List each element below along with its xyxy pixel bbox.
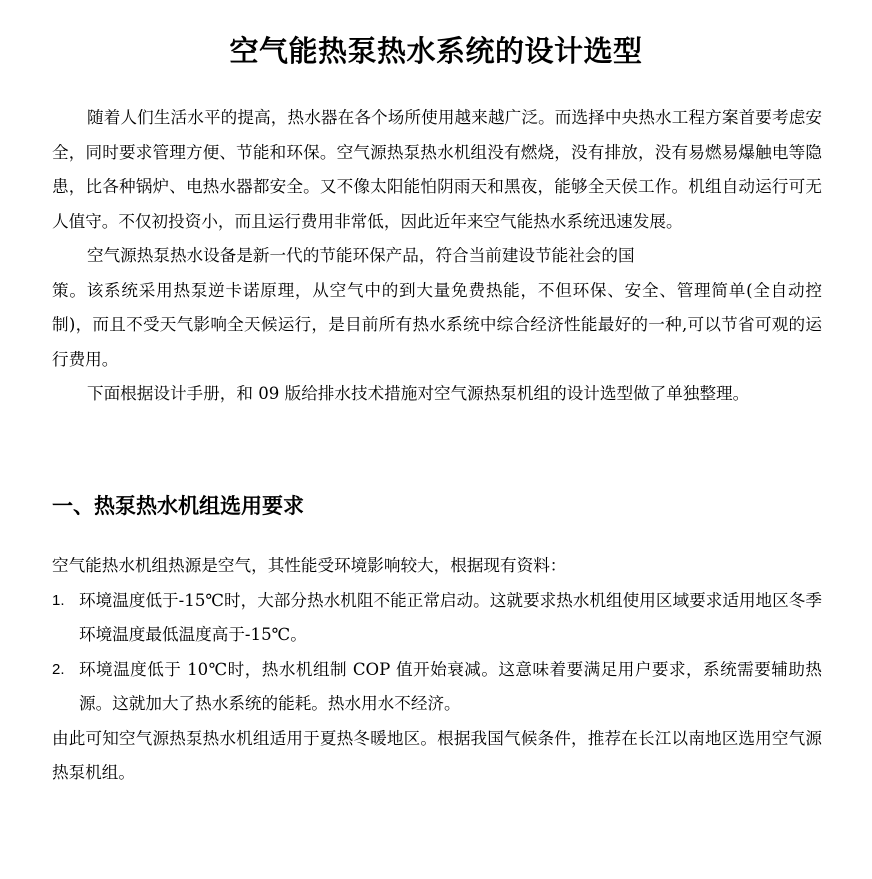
- requirement-list: [52, 584, 822, 722]
- list-item: [52, 584, 822, 653]
- document-title: 空气能热泵热水系统的设计选型: [229, 34, 643, 68]
- list-item: [52, 653, 822, 722]
- section-conclusion: 由此可知空气源热泵热水机组适用于夏热冬暖地区。根据我国气候条件，推荐在长江以南地区选用空气源热泵机组。: [52, 728, 822, 782]
- intro-section: [52, 101, 822, 412]
- section-body: [52, 549, 822, 791]
- intro-paragraph-2: 空气源热泵热水设备是新一代的节能环保产品，符合当前建设节能社会的国: [87, 246, 635, 265]
- list-item-text: 环境温度低于 10℃时，热水机组制 COP 值开始衰减。这意味着要满足用户要求，系统需要辅助热源。这就加大了热水系统的能耗。热水用水不经济。: [79, 659, 822, 713]
- list-item-text: 环境温度低于-15℃时，大部分热水机阻不能正常启动。这就要求热水机组使用区域要求适用地区冬季环境温度最低温度高于-15℃。: [79, 590, 822, 644]
- section-heading: 一、热泵热水机组选用要求: [52, 494, 304, 518]
- section-lead: 空气能热水机组热源是空气，其性能受环境影响较大，根据现有资料：: [52, 556, 567, 575]
- list-item-number: 2.: [52, 660, 65, 678]
- list-item-number: 1.: [52, 591, 65, 609]
- intro-paragraph-1: 随着人们生活水平的提高，热水器在各个场所使用越来越广泛。而选择中央热水工程方案首要考虑安全，同时要求管理方便、节能和环保。空气源热泵热水机组没有燃烧，没有排放，没有易燃易爆触电等隐患，比各种锅炉、电热水器都安全。又不像太阳能怕阴雨天和黑夜，能够全天侯工作。机组自动运行可无人值守。不仅初投资小，而且运行费用非常低，因此近年来空气能热水系统迅速发展。: [52, 108, 822, 231]
- intro-paragraph-4: 下面根据设计手册，和 09 版给排水技术措施对空气源热泵机组的设计选型做了单独整理。: [87, 384, 750, 403]
- intro-paragraph-3: 策。该系统采用热泵逆卡诺原理，从空气中的到大量免费热能，不但环保、安全、管理简单(全自动控制)，而且不受天气影响全天候运行，是目前所有热水系统中综合经济性能最好的一种,可以节省可观的运行费用。: [52, 280, 822, 369]
